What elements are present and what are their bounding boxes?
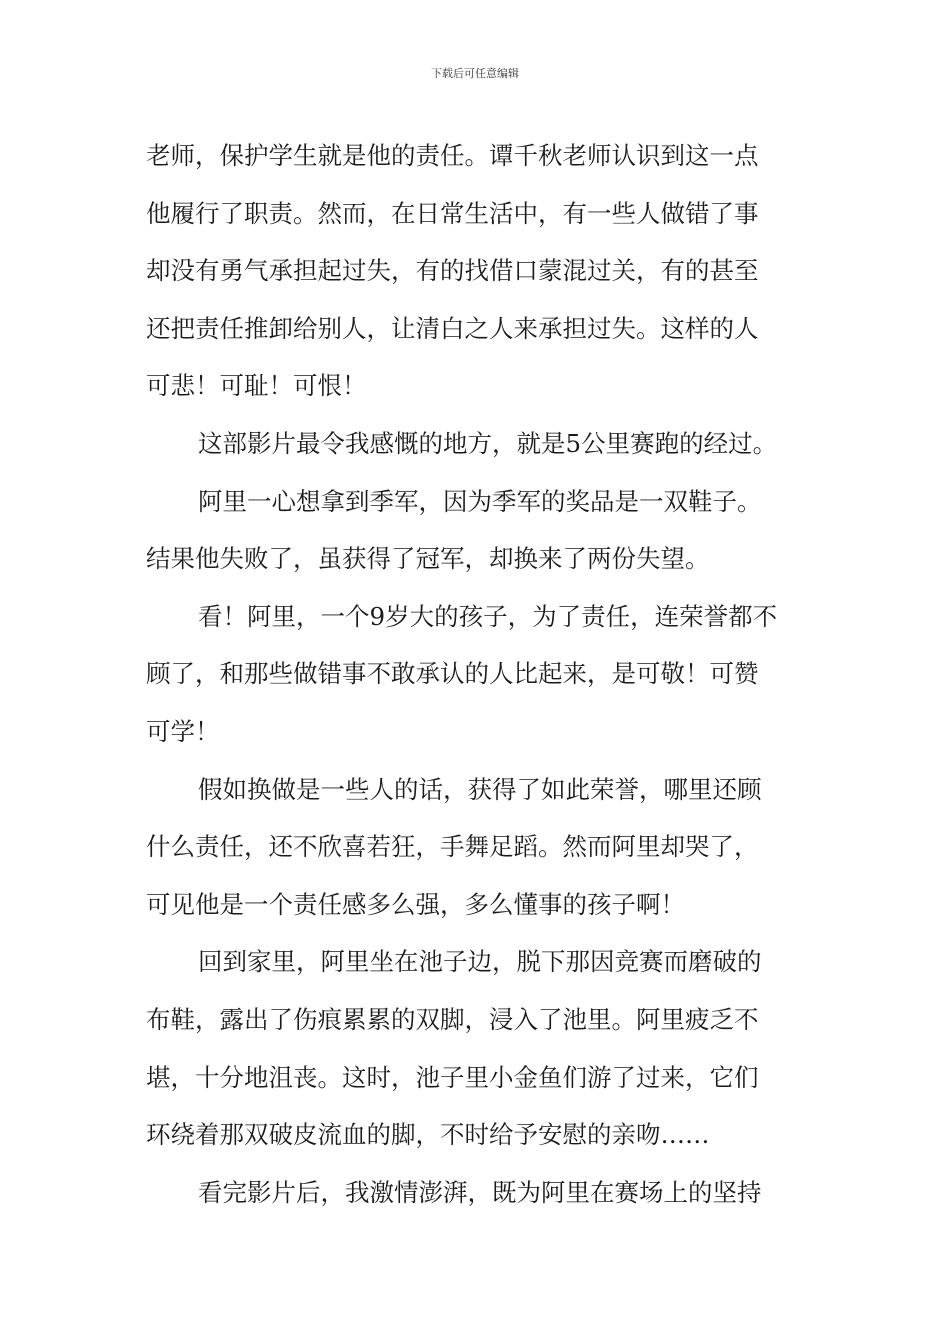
text-line: 顾了，和那些做错事不敢承认的人比起来，是可敬！可赞: [146, 659, 759, 689]
page-header: 下载后可任意编辑: [431, 67, 519, 80]
text-line: 可悲！可耻！可恨！: [146, 371, 367, 401]
text-line: 布鞋，露出了伤痕累累的双脚，浸入了池里。阿里疲乏不: [146, 1004, 759, 1034]
document-body: [146, 127, 808, 1221]
text-line: 看完影片后，我激情澎湃，既为阿里在赛场上的坚持: [198, 1177, 762, 1207]
text-line: 可见他是一个责任感多么强，多么懂事的孩子啊！: [146, 889, 685, 919]
text-line: 这部影片最令我感慨的地方，就是5公里赛跑的经过。: [198, 428, 778, 458]
text-line: 看！阿里，一个9岁大的孩子，为了责任，连荣誉都不: [198, 601, 778, 631]
text-line: 阿里一心想拿到季军，因为季军的奖品是一双鞋子。: [198, 486, 762, 516]
text-line: 堪，十分地沮丧。这时，池子里小金鱼们游了过来，它们: [146, 1062, 759, 1092]
text-line: 结果他失败了，虽获得了冠军，却换来了两份失望。: [146, 544, 710, 574]
text-line: 老师，保护学生就是他的责任。谭千秋老师认识到这一点: [146, 141, 759, 170]
text-line: 环绕着那双破皮流血的脚，不时给予安慰的亲吻……: [146, 1120, 710, 1150]
text-line: 什么责任，还不欣喜若狂，手舞足蹈。然而阿里却哭了，: [146, 832, 759, 862]
text-line: 可学！: [146, 716, 220, 746]
text-line: 却没有勇气承担起过失，有的找借口蒙混过关，有的甚至: [146, 256, 759, 286]
text-line: 还把责任推卸给别人，让清白之人来承担过失。这样的人: [146, 313, 759, 343]
text-line: 回到家里，阿里坐在池子边，脱下那因竞赛而磨破的: [198, 947, 762, 977]
text-line: 假如换做是一些人的话，获得了如此荣誉，哪里还顾: [198, 774, 762, 804]
text-line: 他履行了职责。然而，在日常生活中，有一些人做错了事: [146, 198, 759, 228]
